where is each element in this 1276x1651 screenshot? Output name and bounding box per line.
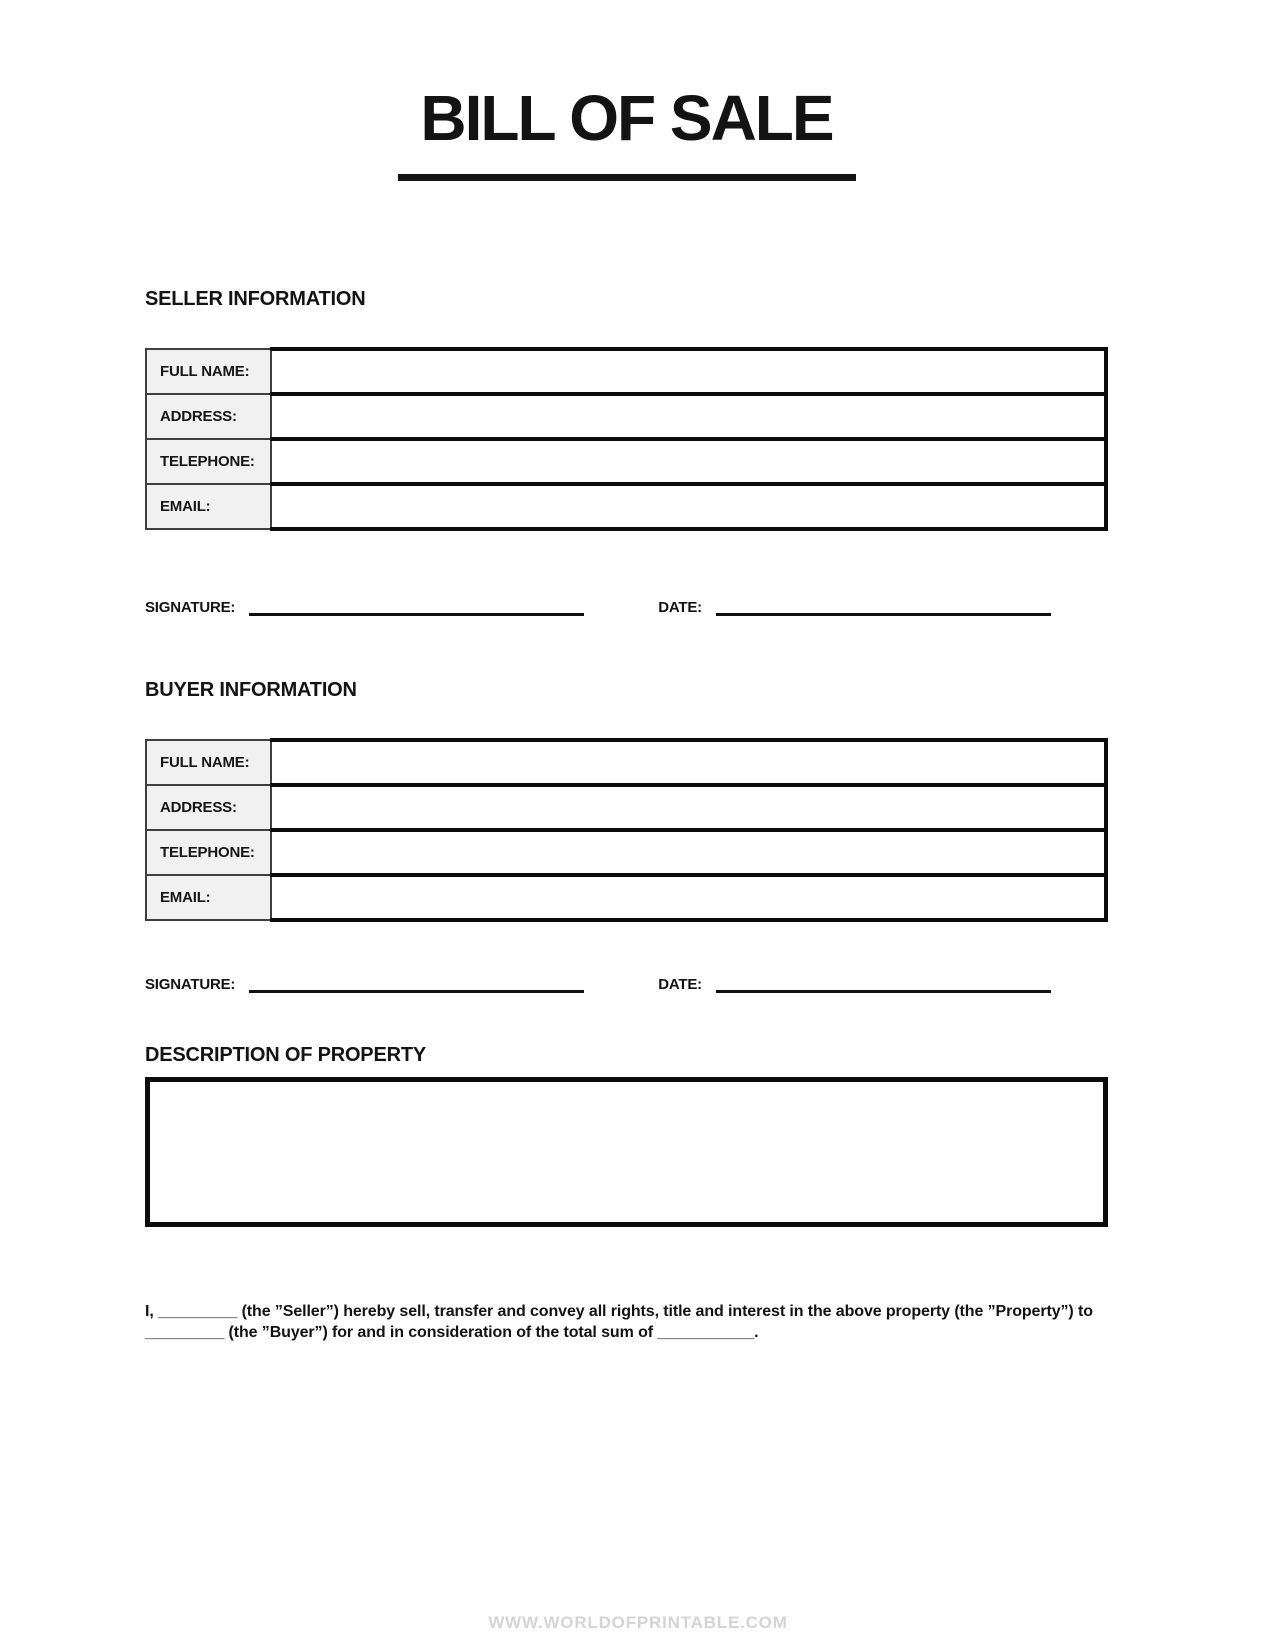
- buyer-email-input[interactable]: [271, 875, 1106, 920]
- seller-date-pair: [658, 599, 1051, 616]
- page-title: BILL OF SALE: [420, 82, 833, 154]
- footer-url: WWW.WORLDOFPRINTABLE.COM: [488, 1613, 788, 1632]
- seller-info-table: [145, 347, 1108, 531]
- table-row: [146, 875, 1106, 920]
- title-underline: [398, 174, 856, 181]
- buyer-full-name-label: FULL NAME:: [146, 740, 271, 785]
- buyer-telephone-label: TELEPHONE:: [146, 830, 271, 875]
- buyer-signature-label: SIGNATURE:: [145, 976, 236, 993]
- title-block: [145, 82, 1108, 181]
- buyer-date-pair: [658, 976, 1051, 993]
- buyer-address-label: ADDRESS:: [146, 785, 271, 830]
- seller-email-input[interactable]: [271, 484, 1106, 529]
- legal-paragraph: I, _________ (the ”Seller”) hereby sell, transfer and convey all rights, title and interest in the above property (the ”Property”) to _________ (the ”Buyer”) for and in consideration of the total sum of ___________.: [145, 1303, 1093, 1342]
- seller-telephone-label: TELEPHONE:: [146, 439, 271, 484]
- buyer-info-table: [145, 738, 1108, 922]
- seller-address-label: ADDRESS:: [146, 394, 271, 439]
- table-row: [146, 740, 1106, 785]
- table-row: [146, 439, 1106, 484]
- seller-email-label: EMAIL:: [146, 484, 271, 529]
- seller-signature-line[interactable]: [249, 600, 584, 616]
- buyer-signature-pair: [145, 976, 584, 993]
- buyer-section-heading: BUYER INFORMATION: [145, 679, 357, 701]
- buyer-full-name-input[interactable]: [271, 740, 1106, 785]
- seller-telephone-input[interactable]: [271, 439, 1106, 484]
- property-section-heading: DESCRIPTION OF PROPERTY: [145, 1044, 426, 1066]
- buyer-date-line[interactable]: [716, 977, 1051, 993]
- table-row: [146, 394, 1106, 439]
- buyer-email-label: EMAIL:: [146, 875, 271, 920]
- table-row: [146, 830, 1106, 875]
- buyer-signature-line[interactable]: [249, 977, 584, 993]
- table-row: [146, 785, 1106, 830]
- buyer-address-input[interactable]: [271, 785, 1106, 830]
- table-row: [146, 349, 1106, 394]
- seller-full-name-label: FULL NAME:: [146, 349, 271, 394]
- seller-signature-label: SIGNATURE:: [145, 599, 236, 616]
- seller-signature-pair: [145, 599, 584, 616]
- seller-signature-row: [145, 599, 1108, 616]
- table-row: [146, 484, 1106, 529]
- seller-full-name-input[interactable]: [271, 349, 1106, 394]
- buyer-date-label: DATE:: [658, 976, 702, 993]
- buyer-telephone-input[interactable]: [271, 830, 1106, 875]
- seller-date-label: DATE:: [658, 599, 702, 616]
- seller-section-heading: SELLER INFORMATION: [145, 288, 366, 310]
- buyer-signature-row: [145, 976, 1108, 993]
- property-description-input[interactable]: [145, 1077, 1108, 1227]
- seller-date-line[interactable]: [716, 600, 1051, 616]
- seller-address-input[interactable]: [271, 394, 1106, 439]
